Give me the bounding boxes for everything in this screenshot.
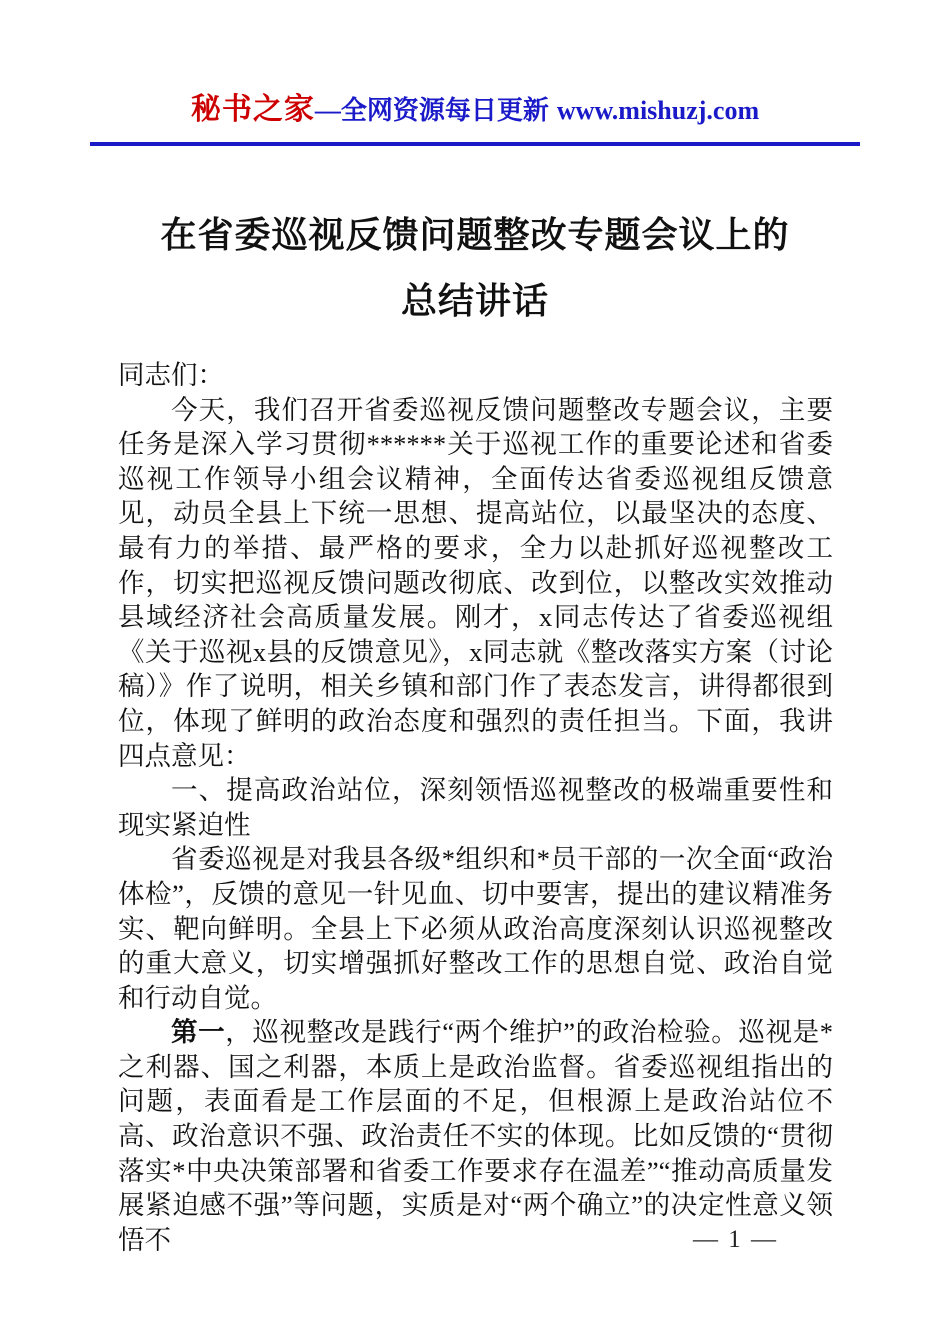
- paragraph: 省委巡视是对我县各级*组织和*员干部的一次全面“政治体检”，反馈的意见一针见血、切中要害，提出的建议精准务实、靶向鲜明。全县上下必须从政治高度深刻认识巡视整改的重大意义，切实增强抓好整改工作的思想自觉、政治自觉和行动自觉。: [118, 844, 833, 1013]
- document-body: [118, 358, 833, 1257]
- header-divider: [90, 142, 860, 146]
- document-title: [90, 202, 860, 334]
- site-tagline: —全网资源每日更新: [314, 96, 549, 125]
- site-brand: 秘书之家: [190, 93, 315, 126]
- site-header: [90, 0, 860, 128]
- site-url-link[interactable]: www.mishuzj.com: [556, 96, 760, 125]
- page-footer: [693, 1226, 778, 1254]
- section-heading: 一、提高政治站位，深刻领悟巡视整改的极端重要性和现实紧迫性: [118, 775, 833, 840]
- paragraph: 今天，我们召开省委巡视反馈问题整改专题会议，主要任务是深入学习贯彻******关于巡视工作的重要论述和省委巡视工作领导小组会议精神，全面传达省委巡视组反馈意见，动员全县上下统一思想、提高站位，以最坚决的态度、最有力的举措、最严格的要求，全力以赴抓好巡视整改工作，切实把巡视反馈问题改彻底、改到位，以整改实效推动县域经济社会高质量发展。刚才，x同志传达了省委巡视组《关于巡视x县的反馈意见》，x同志就《整改落实方案（讨论稿）》作了说明，相关乡镇和部门作了表态发言，讲得都很到位，体现了鲜明的政治态度和强烈的责任担当。下面，我讲四点意见：: [118, 394, 833, 771]
- paragraph-lead: 第一: [171, 1017, 226, 1048]
- paragraph: 第一，巡视整改是践行“两个维护”的政治检验。巡视是*之利器、国之利器，本质上是政治监督。省委巡视组指出的问题，表面看是工作层面的不足，但根源上是政治站位不高、政治意识不强、政治责任不实的体现。比如反馈的“贯彻落实*中央决策部署和省委工作要求存在温差”“推动高质量发展紧迫感不强”等问题，实质是对“两个确立”的决定性意义领悟不: [118, 1017, 834, 1255]
- page-number: — 1 —: [693, 1226, 778, 1253]
- title-line-1: 在省委巡视反馈问题整改专题会议上的: [160, 215, 790, 255]
- title-line-2: 总结讲话: [400, 281, 549, 321]
- paragraph: 同志们：: [118, 360, 224, 390]
